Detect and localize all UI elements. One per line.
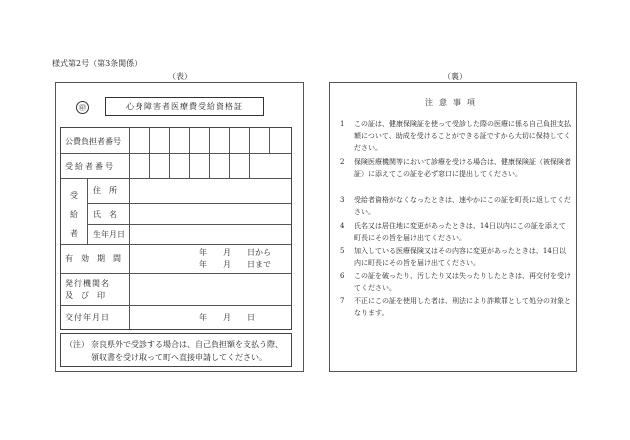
- notice-item-5: 5 加入している医療保険又はその内容に変更があったときは、14日以内に町長にその旨を届け出てください。: [340, 247, 566, 267]
- issue-date-value: 年 月 日: [199, 313, 255, 322]
- note-text: 奈良県外で受診する場合は、自己負担額を支払う際、領収書を受け取って町へ直接申請してください。: [91, 340, 283, 362]
- issuer-label-line2: 及 び 印: [65, 291, 105, 300]
- notice-item-3: 3 受給者資格がなくなったときは、速やかにこの証を町長に返してください。: [340, 196, 571, 216]
- issuer-label-line1: 発行機関名: [65, 279, 110, 288]
- front-note-box: [60, 333, 292, 367]
- notes-title: 注意事項: [425, 98, 481, 107]
- form-number-label: 様式第2号（第3条関係）: [52, 59, 143, 68]
- name-label: 氏 名: [93, 210, 117, 219]
- payer-number-label: 公費負担者番号: [65, 137, 121, 146]
- recipient-info-table: [60, 127, 292, 330]
- notice-item-2: 2 保険医療機関等において診療を受ける場合は、健康保険証（被保険者証）に添えてこの証を必ず窓口に提出してください。: [340, 158, 571, 178]
- front-side-label: （表）: [168, 72, 192, 81]
- validity-label: 有 効 期 間: [65, 254, 121, 263]
- notice-item-4: 4 氏名又は居住地に変更があったときは、14日以内にこの証を添えて町長にその旨を届け出てください。: [340, 222, 566, 242]
- address-label: 住 所: [93, 186, 117, 195]
- note-label: （注）: [65, 340, 89, 349]
- birth-date-label: 生年月日: [93, 230, 125, 239]
- validity-from-value: 年 月 日から: [199, 248, 271, 257]
- notice-item-6: 6 この証を破ったり、汚したり又は失ったりしたときは、再交付を受けてください。: [340, 272, 571, 292]
- card-title: 心身障害者医療費受給資格証: [105, 97, 264, 116]
- notice-item-7: 7 不正にこの証を使用した者は、刑法により詐欺罪として処分の対象となります。: [340, 297, 571, 317]
- validity-to-value: 年 月 日まで: [199, 260, 271, 269]
- notice-item-1: 1 この証は、健康保険証を使って受診した際の医療に係る自己負担支払額について、助成を受けることができる証ですから大切に保持してください。: [340, 120, 571, 152]
- seal-mark: ㊞: [76, 101, 89, 114]
- recipient-number-label: 受給者番号: [65, 162, 115, 171]
- issue-date-label: 交付年月日: [65, 313, 110, 322]
- back-side-label: （裏）: [443, 72, 467, 81]
- recipient-group-label: 受給者: [70, 191, 78, 238]
